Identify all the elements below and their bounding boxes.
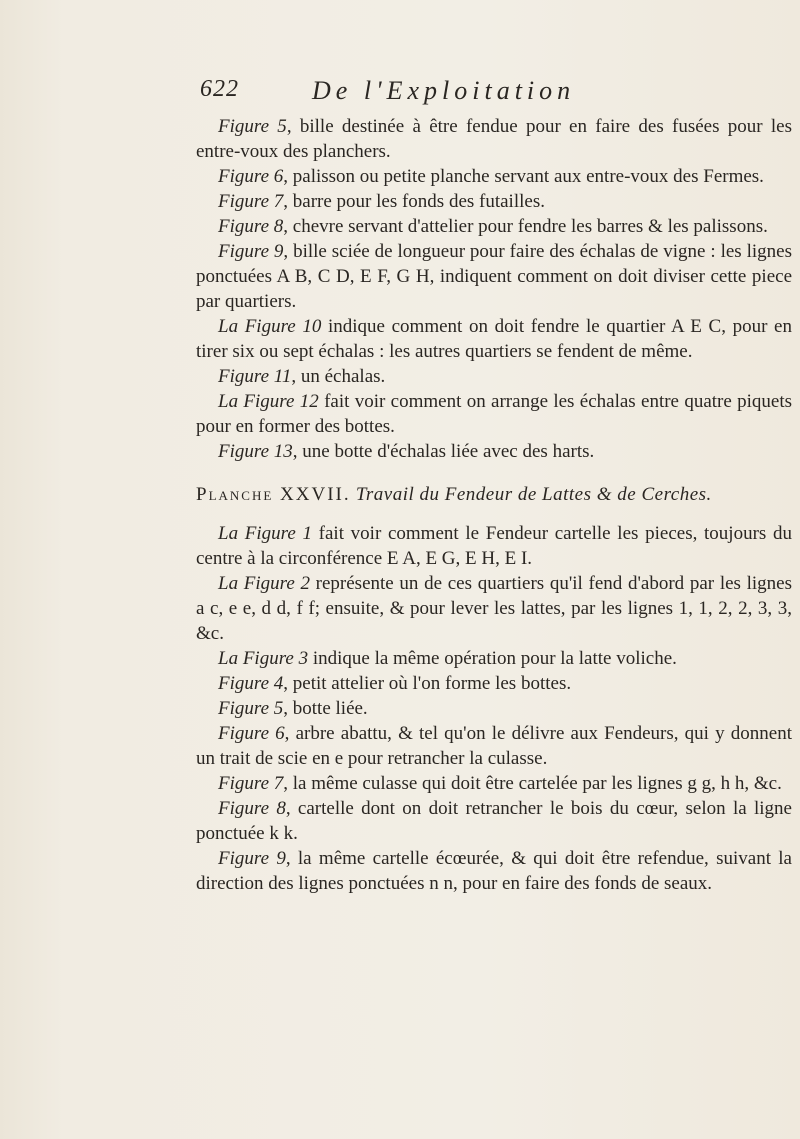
paragraph bbox=[196, 189, 792, 214]
paragraph-text: , la même cartelle écœurée, & qui doit être refendue, suivant la direction des lignes ponctuées n n, pour en faire des fonds de seaux. bbox=[196, 848, 792, 894]
paragraph-text: fait voir comment le Fendeur cartelle les pieces, toujours du centre à la circonférence E A, E G, E H, E I. bbox=[196, 523, 792, 569]
paragraph bbox=[196, 389, 792, 439]
paragraph-text: indique comment on doit fendre le quartier A E C, pour en tirer six ou sept échalas : les autres quartiers se fendent de même. bbox=[196, 316, 792, 362]
figure-ref: Figure 7 bbox=[218, 773, 284, 794]
figure-ref: Figure 9 bbox=[218, 241, 284, 262]
running-title: De l'Exploitation bbox=[312, 76, 576, 105]
paragraph bbox=[196, 696, 792, 721]
paragraph bbox=[196, 721, 792, 771]
figure-ref: La Figure 12 bbox=[218, 391, 319, 412]
figure-ref: Figure 6 bbox=[218, 166, 284, 187]
paragraph bbox=[196, 521, 792, 571]
paragraph bbox=[196, 364, 792, 389]
paragraph bbox=[196, 646, 792, 671]
figure-ref: La Figure 1 bbox=[218, 523, 312, 544]
paragraph bbox=[196, 571, 792, 646]
paragraph-text: indique la même opération pour la latte voliche. bbox=[308, 648, 677, 669]
paragraph bbox=[196, 796, 792, 846]
paragraph-text: , palisson ou petite planche servant aux entre-voux des Fermes. bbox=[283, 166, 764, 187]
figure-ref: La Figure 3 bbox=[218, 648, 309, 669]
paragraph bbox=[196, 439, 792, 464]
paragraph-text: , la même culasse qui doit être cartelée par les lignes g g, h h, &c. bbox=[283, 773, 782, 794]
figure-ref: Figure 4 bbox=[218, 673, 284, 694]
figure-ref: Figure 5 bbox=[218, 698, 284, 719]
figure-ref: Figure 8 bbox=[218, 798, 286, 819]
page-number: 622 bbox=[200, 76, 239, 102]
paragraph-text: , cartelle dont on doit retrancher le bois du cœur, selon la ligne ponctuée k k. bbox=[196, 798, 792, 844]
paragraph-text: , barre pour les fonds des futailles. bbox=[283, 191, 545, 212]
figure-ref: Figure 8 bbox=[218, 216, 284, 237]
figure-ref: La Figure 2 bbox=[218, 573, 310, 594]
paragraph-text: représente un de ces quartiers qu'il fend d'abord par les lignes a c, e e, d d, f f; ensuite, & pour lever les lattes, par les lignes 1, 1, 2, 2, 3, 3, &c. bbox=[196, 573, 792, 644]
plate-title: Travail du Fendeur de Lattes & de Cerches. bbox=[355, 484, 712, 505]
paragraph-text: , arbre abattu, & tel qu'on le délivre aux Fendeurs, qui y donnent un trait de scie en e pour retrancher la culasse. bbox=[196, 723, 792, 769]
paragraph-text: fait voir comment on arrange les échalas entre quatre piquets pour en former des bottes. bbox=[196, 391, 793, 437]
paragraph bbox=[196, 314, 792, 364]
paragraph-text: , bille sciée de longueur pour faire des échalas de vigne : les lignes ponctuées A B, C D, E F, G H, indiquent comment on doit diviser cette piece par quartiers. bbox=[196, 241, 792, 312]
paragraph bbox=[196, 671, 792, 696]
figure-ref: Figure 13 bbox=[218, 441, 293, 462]
figure-ref: La Figure 10 bbox=[218, 316, 322, 337]
paragraph bbox=[196, 771, 792, 796]
paragraph-text: , chevre servant d'attelier pour fendre les barres & les palissons. bbox=[283, 216, 768, 237]
figure-ref: Figure 7 bbox=[218, 191, 284, 212]
body-text bbox=[196, 114, 792, 896]
paragraph-text: , un échalas. bbox=[291, 366, 386, 387]
paragraph-text: , petit attelier où l'on forme les bottes. bbox=[283, 673, 572, 694]
paragraph-text: , botte liée. bbox=[283, 698, 368, 719]
plate-label: Planche XXVII. bbox=[196, 484, 351, 505]
paragraph-text: , bille destinée à être fendue pour en faire des fusées pour les entre-voux des planchers. bbox=[196, 116, 793, 162]
paragraph bbox=[196, 239, 792, 314]
figure-ref: Figure 11 bbox=[218, 366, 292, 387]
running-header bbox=[200, 76, 720, 110]
figure-ref: Figure 5 bbox=[218, 116, 287, 137]
figure-ref: Figure 6 bbox=[218, 723, 285, 744]
paragraph-text: , une botte d'échalas liée avec des harts. bbox=[292, 441, 595, 462]
plate-heading bbox=[196, 482, 792, 507]
paragraph bbox=[196, 214, 792, 239]
paragraph bbox=[196, 164, 792, 189]
paragraph bbox=[196, 846, 792, 896]
figure-ref: Figure 9 bbox=[218, 848, 286, 869]
paragraph bbox=[196, 114, 792, 164]
